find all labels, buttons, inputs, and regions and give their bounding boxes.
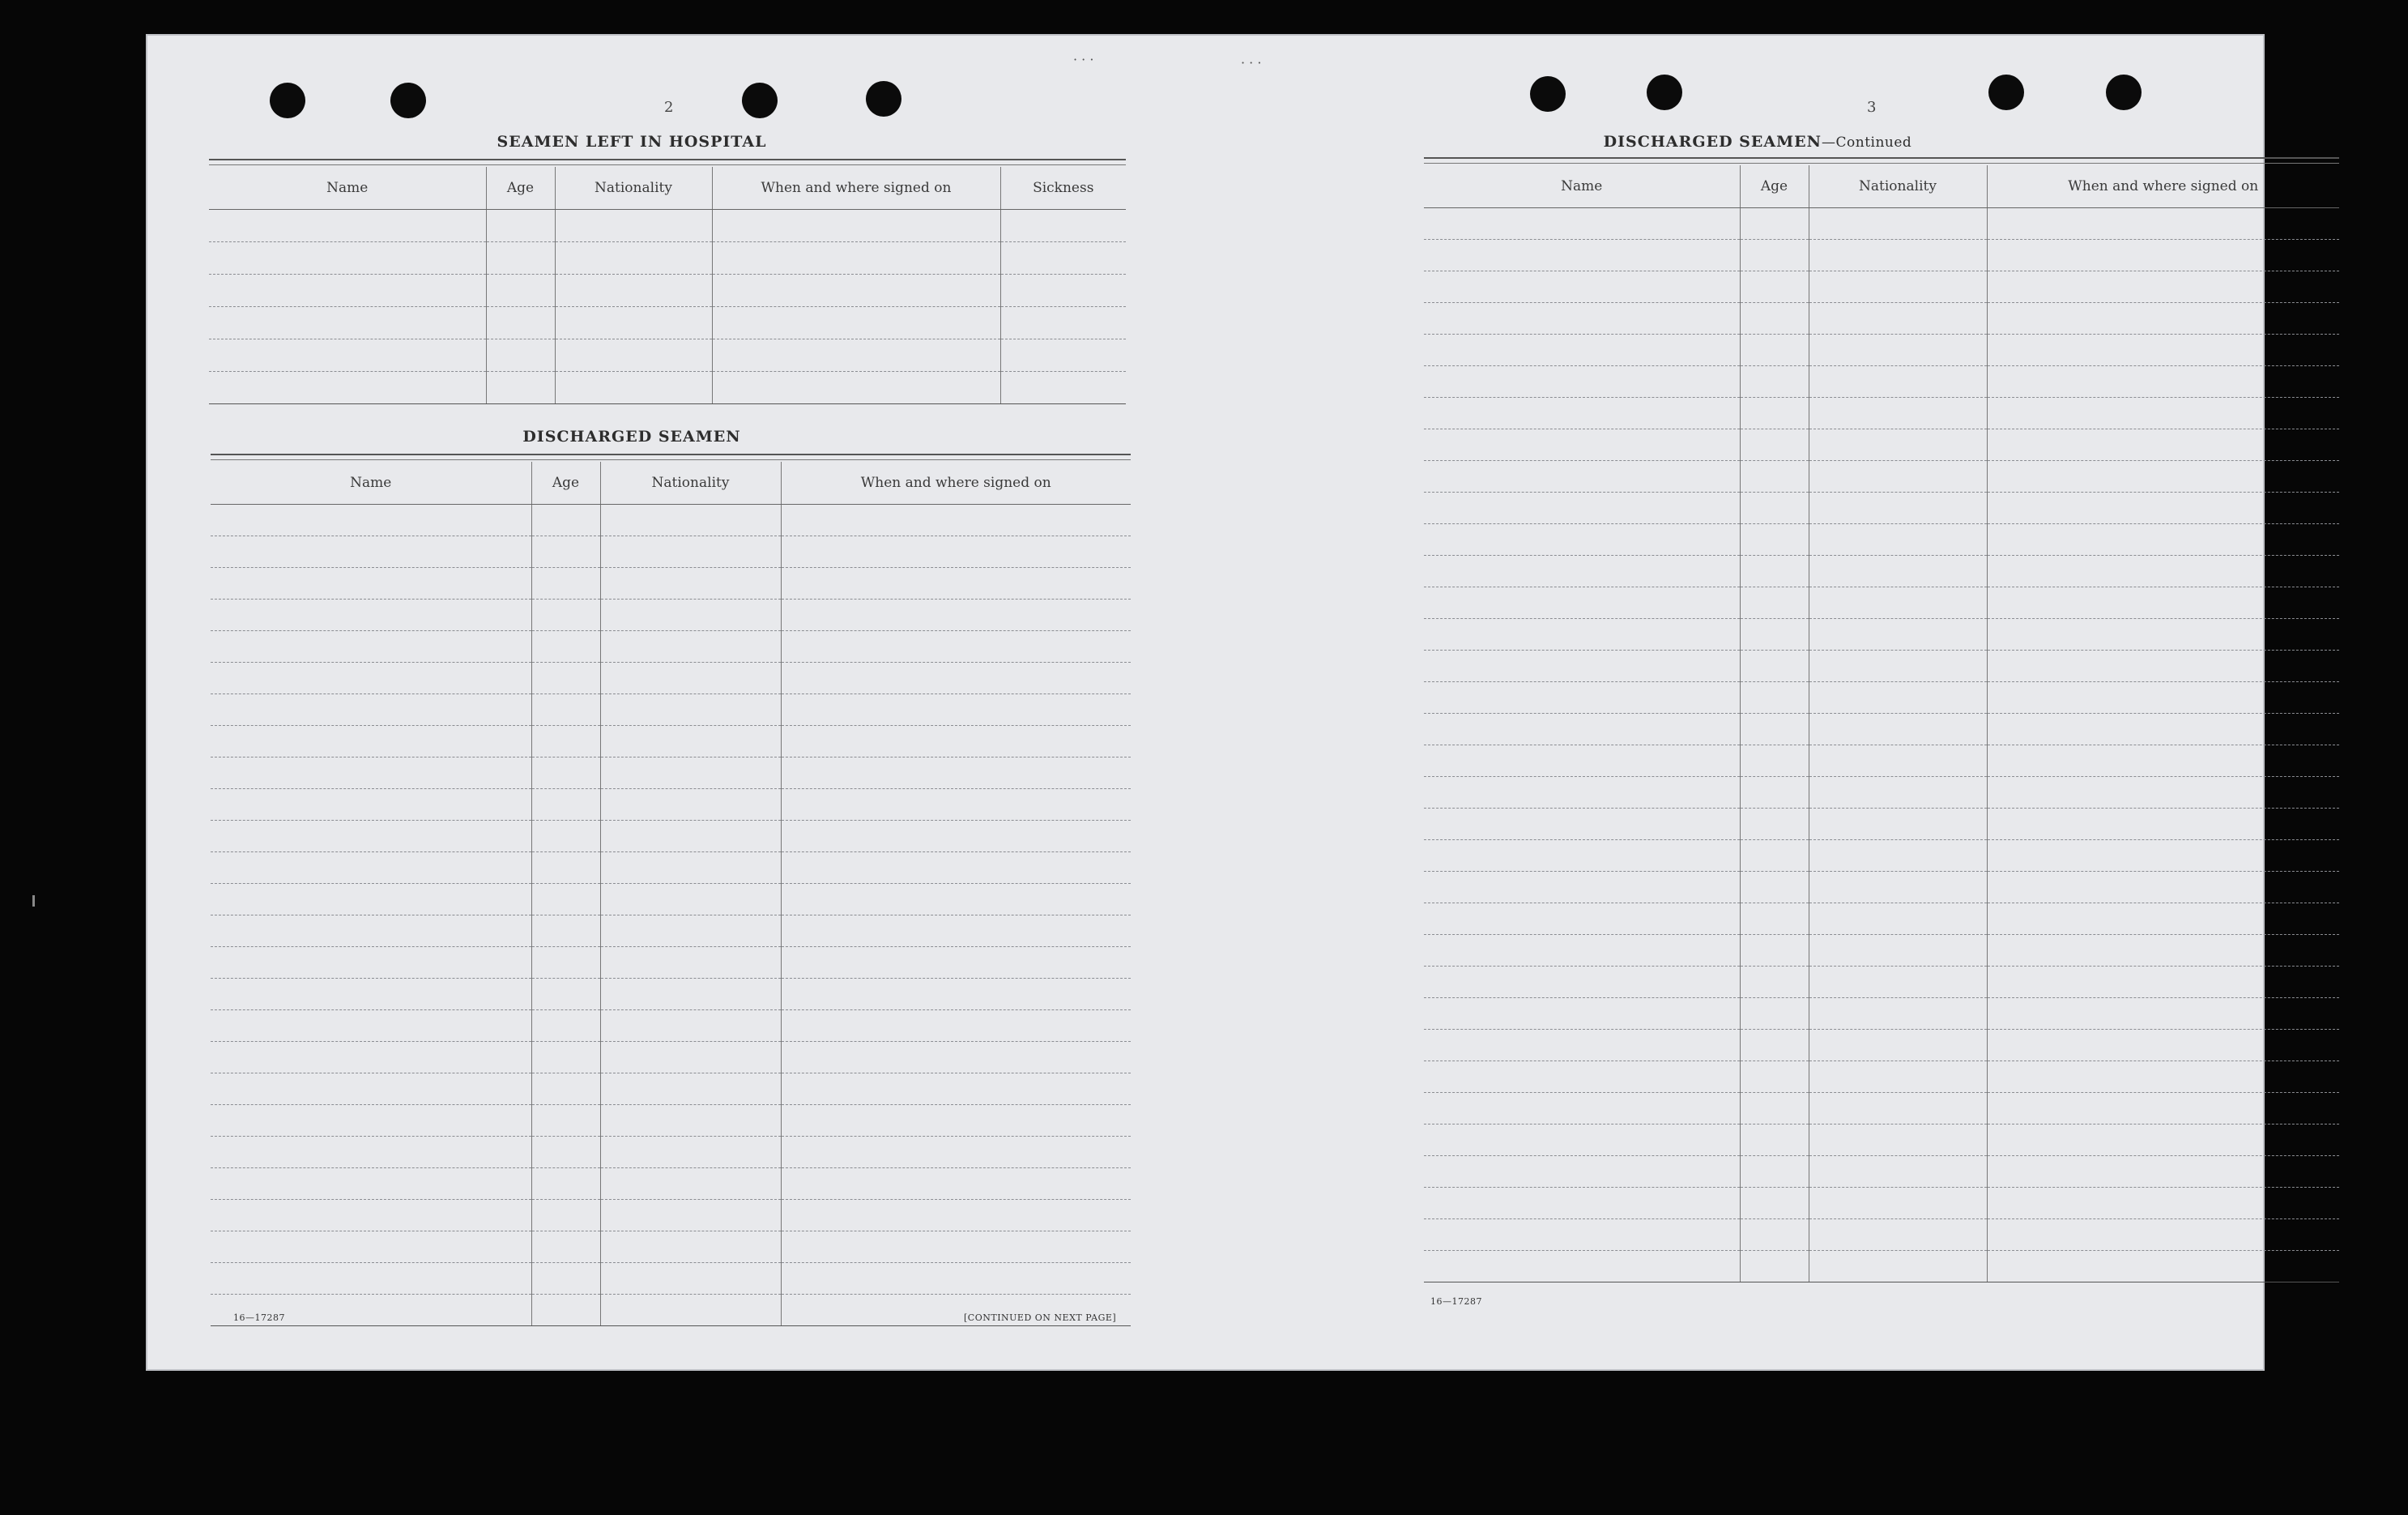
table-row <box>1424 1092 2339 1124</box>
table-row <box>211 978 1131 1009</box>
table-row <box>211 1167 1131 1199</box>
table-row <box>1424 207 2339 239</box>
column-header-sickness: Sickness <box>1000 167 1126 209</box>
title-rule <box>211 454 1131 460</box>
table-row <box>211 662 1131 693</box>
section-title-suffix: —Continued <box>1822 134 1912 151</box>
column-header-nationality: Nationality <box>555 167 712 209</box>
table-row <box>1424 397 2339 429</box>
table-row <box>1424 271 2339 302</box>
document-sheet <box>146 34 2265 1371</box>
table-row <box>1424 555 2339 587</box>
table-row <box>211 820 1131 851</box>
table-row <box>1424 1029 2339 1060</box>
table-row <box>211 1231 1131 1262</box>
table-row <box>211 725 1131 757</box>
table-header-row <box>1424 165 2339 207</box>
table-row <box>1424 1187 2339 1218</box>
table-row <box>1424 808 2339 839</box>
table-row <box>1424 745 2339 776</box>
table-row <box>211 599 1131 630</box>
table-row <box>1424 1155 2339 1187</box>
column-header-name: Name <box>211 462 531 504</box>
table-row <box>1424 302 2339 334</box>
table-row <box>1424 587 2339 618</box>
column-header-nationality: Nationality <box>600 462 781 504</box>
table-row <box>1424 492 2339 523</box>
table-row <box>211 851 1131 883</box>
table-row <box>1424 1060 2339 1092</box>
title-rule <box>1424 157 2339 164</box>
table-row <box>211 567 1131 599</box>
page-number: 3 <box>1867 99 1877 116</box>
table-row <box>1424 650 2339 681</box>
table-row <box>209 274 1126 306</box>
table-row <box>1424 1124 2339 1155</box>
column-header-signed-on: When and where signed on <box>781 462 1131 504</box>
table-row <box>211 1199 1131 1231</box>
column-header-name: Name <box>1424 165 1740 207</box>
form-code: 16—17287 <box>233 1312 285 1323</box>
column-header-signed-on: When and where signed on <box>712 167 1000 209</box>
scan-speck: · · · <box>1241 55 1262 70</box>
column-header-age: Age <box>531 462 600 504</box>
table-row <box>1424 523 2339 555</box>
form-code: 16—17287 <box>1430 1296 1482 1307</box>
table-row <box>209 371 1126 403</box>
table-row <box>209 339 1126 371</box>
scan-speck: · · · <box>1073 52 1094 67</box>
table-row <box>1424 997 2339 1029</box>
table-row <box>1424 839 2339 871</box>
table-row <box>1424 334 2339 365</box>
table-row <box>211 1104 1131 1136</box>
table-row <box>211 693 1131 725</box>
table-row <box>1424 1218 2339 1250</box>
column-header-signed-on: When and where signed on <box>1987 165 2339 207</box>
section-title-text: DISCHARGED SEAMEN <box>1603 133 1822 151</box>
table-row <box>209 306 1126 339</box>
table-row <box>211 1136 1131 1167</box>
table-row <box>211 1073 1131 1104</box>
continued-note: [CONTINUED ON NEXT PAGE] <box>964 1312 1117 1323</box>
column-header-age: Age <box>1740 165 1809 207</box>
discharged-section-title: DISCHARGED SEAMEN <box>522 428 741 446</box>
table-row <box>1424 681 2339 713</box>
table-row <box>211 1041 1131 1073</box>
discharged-table-left <box>211 462 1131 1326</box>
title-rule <box>209 159 1126 165</box>
table-row <box>1424 1250 2339 1282</box>
table-row <box>1424 618 2339 650</box>
table-row <box>211 915 1131 946</box>
table-row <box>211 536 1131 567</box>
table-row <box>1424 776 2339 808</box>
discharged-table-right <box>1424 165 2339 1282</box>
table-row <box>209 209 1126 241</box>
table-row <box>211 883 1131 915</box>
table-header-row <box>211 462 1131 504</box>
column-header-age: Age <box>486 167 555 209</box>
table-row <box>1424 903 2339 934</box>
left-page <box>146 34 1207 1371</box>
table-row <box>1424 934 2339 966</box>
table-row <box>211 630 1131 662</box>
discharged-continued-title <box>1393 133 2122 151</box>
table-row <box>1424 713 2339 745</box>
column-header-nationality: Nationality <box>1809 165 1987 207</box>
scan-edge-mark <box>32 895 35 907</box>
column-header-name: Name <box>209 167 486 209</box>
table-row <box>1424 460 2339 492</box>
table-row <box>211 946 1131 978</box>
page-number: 2 <box>664 99 674 116</box>
table-row <box>211 1009 1131 1041</box>
table-row <box>1424 365 2339 397</box>
table-row <box>1424 239 2339 271</box>
table-row <box>211 757 1131 788</box>
table-row <box>1424 966 2339 997</box>
table-row <box>209 241 1126 274</box>
hospital-section-title: SEAMEN LEFT IN HOSPITAL <box>497 133 767 151</box>
table-header-row <box>209 167 1126 209</box>
table-row <box>211 1262 1131 1294</box>
table-row <box>1424 871 2339 903</box>
hospital-table <box>209 167 1126 404</box>
right-page <box>1207 34 2265 1371</box>
table-row <box>211 788 1131 820</box>
table-row <box>211 504 1131 536</box>
table-row <box>1424 429 2339 460</box>
